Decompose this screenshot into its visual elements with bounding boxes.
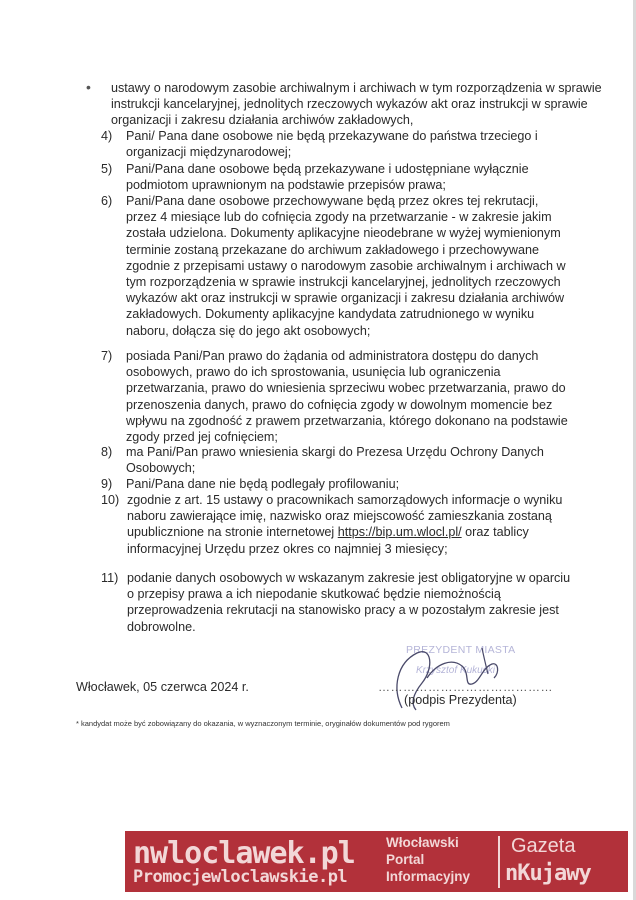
bullet-icon: • [86, 79, 91, 95]
banner-portal-line2: Portal [386, 852, 425, 867]
banner-nkujawy: nKujawy [505, 861, 591, 886]
stamp-title: PREZYDENT MIASTA [406, 644, 516, 656]
item-text: Pani/ Pana dane osobowe nie będą przekazywane do państwa trzeciego i organizacji międzynarodowej; [126, 129, 538, 160]
item-text [127, 492, 571, 557]
list-item-6 [101, 193, 571, 339]
banner-divider [498, 836, 500, 888]
item-text-after: oraz tablicy informacyjnej Urzędu przez okres co najmniej 3 miesięcy; [127, 525, 529, 556]
list-item-bullet [86, 80, 606, 128]
stamp-name: Krzysztof Kukucki [416, 665, 495, 676]
item-number: 10) [101, 493, 120, 507]
list-item-7 [101, 348, 571, 445]
banner-gazeta: Gazeta [511, 835, 576, 857]
bip-link[interactable]: https://bip.um.wlocl.pl/ [337, 525, 462, 540]
place-date: Włocławek, 05 czerwca 2024 r. [76, 680, 249, 694]
list-item-4 [101, 128, 571, 160]
bullet-text: ustawy o narodowym zasobie archiwalnym i archiwach w tym rozporządzenia w sprawie instrukcji kancelaryjnej, jednolitych rzeczowych wykazów akt oraz instrukcji w sprawie organizacji i zakresu działania archiwów zakładowych, [111, 81, 602, 127]
watermark-banner [125, 831, 628, 892]
signature-label: (podpis Prezydenta) [404, 693, 517, 707]
list-item-11 [101, 570, 571, 635]
signature-line: …………………………………… [378, 680, 553, 694]
item-text: Pani/Pana dane nie będą podlegały profilowaniu; [126, 477, 400, 491]
item-number: 11) [101, 571, 119, 585]
item-number: 9) [101, 477, 113, 491]
item-number: 5) [101, 162, 113, 176]
list-item-5 [101, 161, 571, 193]
item-text: ma Pani/Pan prawo wniesienia skargi do Prezesa Urzędu Ochrony Danych Osobowych; [126, 445, 544, 476]
banner-portal-line3: Informacyjny [386, 869, 471, 884]
item-text: Pani/Pana dane osobowe będą przekazywane i udostępniane wyłącznie podmiotom uprawnionym na podstawie przepisów prawa; [126, 162, 529, 193]
banner-site-promocje: Promocjewloclawskie.pl [133, 867, 348, 887]
item-text: podanie danych osobowych w wskazanym zakresie jest obligatoryjne w oparciu o przepisy prawa a ich niepodanie skutkować będzie niemożnością przeprowadzenia rekrutacji na stanowisko pracy a w pozostałym zakresie jest dobrowolne. [127, 571, 571, 634]
banner-portal-text [386, 834, 496, 885]
item-text-before: zgodnie z art. 15 ustawy o pracownikach samorządowych informacje o wyniku naboru zawierające imię, nazwisko oraz miejscowość zamieszkania zostaną upublicznione na stronie internetowej [127, 493, 563, 540]
footnote: * kandydat może być zobowiązany do okazania, w wyznaczonym terminie, oryginałów dokumentów pod rygorem [76, 719, 450, 728]
item-text: Pani/Pana dane osobowe przechowywane będą przez okres tej rekrutacji, przez 4 miesiące lub do cofnięcia zgody na przetwarzanie - w zakresie jakim została udzielona. Dokumenty aplikacyjne nieodebrane w wyżej wymienionym terminie zostaną przekazane do archiwum zakładowego i przechowywane zgodnie z przepisami ustawy o narodowym zasobie archiwalnym i archiwach w tym rozporządzenia w sprawie instrukcji kancelaryjnej, jednolitych rzeczowych wykazów akt oraz instrukcji w sprawie organizacji i zakresu działania archiwów zakładowych. Dokumenty aplikacyjne kandydata zatrudnionego w wyniku naboru, dołącza się do jego akt osobowych; [126, 194, 566, 338]
item-number: 4) [101, 129, 113, 143]
list-item-10 [101, 492, 571, 557]
list-item-8 [101, 444, 571, 476]
item-number: 6) [101, 194, 113, 208]
list-item-9 [101, 476, 571, 492]
banner-site-nwloclawek: nwloclawek.pl [133, 836, 355, 871]
item-number: 7) [101, 349, 113, 363]
item-text: posiada Pani/Pan prawo do żądania od administratora dostępu do danych osobowych, prawo do ich sprostowania, usunięcia lub ograniczenia przetwarzania, prawo do wniesienia sprzeciwu wobec przetwarzania, prawo do przenoszenia danych, prawo do cofnięcia zgody w dowolnym momencie bez wpływu na zgodność z prawem przetwarzania, którego dokonano na podstawie zgody przed jej cofnięciem; [126, 349, 568, 445]
banner-portal-line1: Włocławski [386, 835, 459, 850]
item-number: 8) [101, 445, 113, 459]
